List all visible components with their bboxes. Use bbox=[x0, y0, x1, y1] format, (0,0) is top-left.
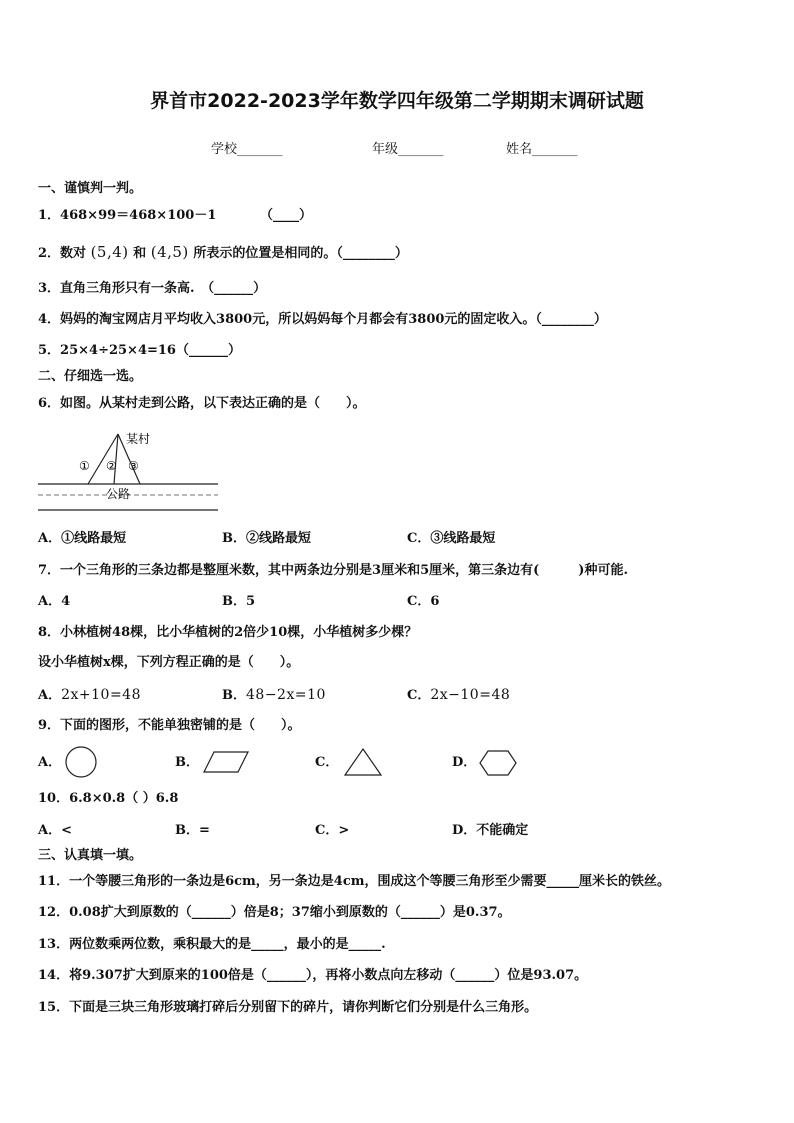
question-8: 8．小林植树48棵，比小华植树的2倍少10棵，小华植树多少棵？ bbox=[38, 625, 418, 640]
question-9: 9．下面的图形，不能单独密铺的是（ ）。 bbox=[38, 718, 301, 733]
q8-option-a[interactable] bbox=[38, 686, 141, 705]
q8-option-c-equation: 2x−10=48 bbox=[430, 687, 511, 703]
q6-option-a[interactable]: A．①线路最短 bbox=[38, 531, 127, 546]
q10-option-d[interactable]: D．不能确定 bbox=[452, 823, 529, 838]
q9-option-b[interactable]: B． bbox=[175, 755, 199, 770]
grade-field[interactable]: 年级_______ bbox=[372, 142, 444, 157]
q8-option-a-label: A． bbox=[38, 688, 62, 703]
question-1: 1．468×99＝468×100－1 bbox=[38, 208, 217, 223]
question-12: 12．0.08扩大到原数的（______）倍是8；37缩小到原数的（______）是0.37。 bbox=[38, 905, 511, 920]
q7-option-c[interactable]: C．6 bbox=[407, 594, 440, 609]
question-2-suffix: 所表示的位置是相同的。（________） bbox=[193, 246, 408, 261]
section1-heading: 一、谨慎判一判。 bbox=[38, 181, 143, 196]
q8-option-a-equation: 2x+10=48 bbox=[61, 687, 141, 703]
q8-option-c[interactable] bbox=[407, 686, 510, 705]
village-label: 某村 bbox=[126, 432, 151, 446]
question-10: 10．6.8×0.8（ ）6.8 bbox=[38, 791, 179, 806]
q9-option-d[interactable]: D． bbox=[452, 755, 477, 770]
route-1-label: ① bbox=[79, 459, 90, 473]
question-14: 14．将9.307扩大到原来的100倍是（______），再将小数点向左移动（______）位是93.07。 bbox=[38, 968, 588, 983]
q9-option-a[interactable]: A． bbox=[38, 755, 62, 770]
question-6: 6．如图。从某村走到公路，以下表达正确的是（ ）。 bbox=[38, 396, 366, 411]
page-title: 界首市2022-2023学年数学四年级第二学期期末调研试题 bbox=[150, 90, 644, 112]
q10-option-a[interactable]: A．< bbox=[38, 823, 72, 838]
q7-option-b[interactable]: B．5 bbox=[222, 594, 256, 609]
question-4: 4．妈妈的淘宝网店月平均收入3800元，所以妈妈每个月都会有3800元的固定收入。（________） bbox=[38, 312, 607, 327]
name-field[interactable]: 姓名_______ bbox=[506, 142, 578, 157]
q8-option-b[interactable] bbox=[222, 686, 326, 705]
question-5: 5．25×4÷25×4=16（______） bbox=[38, 343, 241, 358]
question-1-blank[interactable]: （____） bbox=[260, 208, 313, 223]
q6-option-b[interactable]: B．②线路最短 bbox=[222, 531, 311, 546]
q10-option-b[interactable]: B．= bbox=[175, 823, 210, 838]
question-13: 13．两位数乘两位数，乘积最大的是_____，最小的是_____. bbox=[38, 937, 386, 952]
question-3: 3．直角三角形只有一条高. （______） bbox=[38, 281, 267, 296]
route-2-label: ② bbox=[106, 459, 117, 473]
q6-option-c[interactable]: C．③线路最短 bbox=[407, 531, 496, 546]
section2-heading: 二、仔细选一选。 bbox=[38, 369, 143, 384]
coord-pair-2: (4,5) bbox=[150, 243, 189, 261]
circle-shape bbox=[64, 745, 98, 779]
question-15: 15．下面是三块三角形玻璃打碎后分别留下的碎片，请你判断它们分别是什么三角形。 bbox=[38, 1000, 538, 1015]
village-road-figure bbox=[36, 424, 222, 516]
hexagon-shape bbox=[478, 749, 518, 777]
question-7: 7．一个三角形的三条边都是整厘米数，其中两条边分别是3厘米和5厘米，第三条边有( )种可能. bbox=[38, 563, 628, 578]
coord-pair-1: (5,4) bbox=[90, 243, 129, 261]
q8-option-b-equation: 48−2x=10 bbox=[246, 687, 326, 703]
school-field[interactable]: 学校_______ bbox=[211, 142, 283, 157]
q8-option-c-label: C． bbox=[407, 688, 431, 703]
triangle-shape bbox=[343, 747, 383, 777]
question-2-mid: 和 bbox=[133, 246, 147, 261]
q7-option-a[interactable]: A．4 bbox=[38, 594, 71, 609]
q8-option-b-label: B． bbox=[222, 688, 246, 703]
route-3-label: ③ bbox=[128, 459, 139, 473]
question-2-prefix: 2．数对 bbox=[38, 246, 87, 261]
q10-option-c[interactable]: C．> bbox=[315, 823, 350, 838]
road-label: 公路 bbox=[106, 487, 131, 501]
section3-heading: 三、认真填一填。 bbox=[38, 848, 143, 863]
question-11: 11．一个等腰三角形的一条边是6cm，另一条边是4cm，围成这个等腰三角形至少需要_____厘米长的铁丝。 bbox=[38, 874, 671, 889]
question-8-sub: 设小华植树x棵，下列方程正确的是（ ）。 bbox=[38, 655, 300, 670]
q9-option-c[interactable]: C． bbox=[315, 755, 339, 770]
question-2 bbox=[38, 243, 408, 263]
parallelogram-shape bbox=[202, 750, 250, 774]
